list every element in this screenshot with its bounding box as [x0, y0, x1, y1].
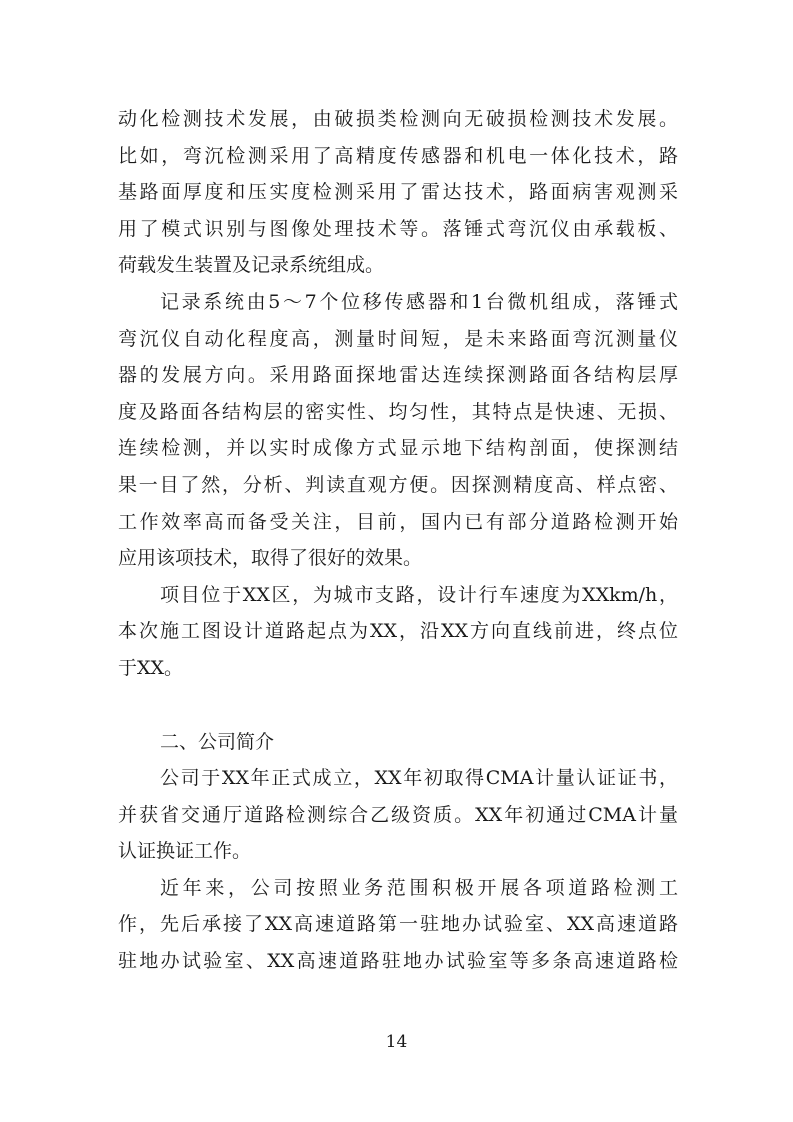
text-line: 果一目了然，分析、判读直观方便。因探测精度高、样点密、 [118, 473, 678, 496]
paragraph-recent-years [118, 870, 678, 980]
paragraph-recording-system [118, 284, 678, 577]
text-line: 认证换证工作。 [118, 840, 252, 863]
text-line: 驻地办试验室、XX高速道路驻地办试验室等多条高速道路检 [118, 950, 678, 973]
paragraph-intro-continued [118, 101, 678, 284]
text-line: 弯沉仪自动化程度高，测量时间短，是未来路面弯沉测量仪 [118, 327, 678, 350]
text-line: 并获省交通厅道路检测综合乙级资质。XX年初通过CMA计量 [118, 803, 678, 826]
text-line: 本次施工图设计道路起点为XX，沿XX方向直线前进，终点位 [118, 620, 678, 643]
paragraph-project-location [118, 577, 678, 687]
body-text [118, 101, 678, 980]
text-line: 公司于XX年正式成立，XX年初取得CMA计量认证证书， [160, 767, 678, 790]
text-line: 动化检测技术发展，由破损类检测向无破损检测技术发展。 [118, 108, 678, 130]
text-line: 作，先后承接了XX高速道路第一驻地办试验室、XX高速道路 [118, 913, 678, 936]
text-line: 连续检测，并以实时成像方式显示地下结构剖面，使探测结 [118, 437, 678, 460]
text-line: 比如，弯沉检测采用了高精度传感器和机电一体化技术，路 [118, 144, 678, 167]
paragraph-company-founding [118, 760, 678, 870]
text-line: 基路面厚度和压实度检测采用了雷达技术，路面病害观测采 [118, 181, 678, 204]
text-line: 工作效率高而备受关注，目前，国内已有部分道路检测开始 [118, 510, 678, 533]
text-line: 度及路面各结构层的密实性、均匀性，其特点是快速、无损、 [118, 400, 678, 423]
text-line: 于XX。 [118, 656, 184, 679]
section-heading-company-profile [118, 724, 678, 761]
text-line: 应用该项技术，取得了很好的效果。 [118, 547, 423, 570]
text-line: 二、公司简介 [160, 730, 275, 753]
page-number: 14 [385, 1032, 408, 1052]
text-line: 器的发展方向。采用路面探地雷达连续探测路面各结构层厚 [118, 364, 678, 387]
paragraph-gap [118, 687, 678, 724]
text-line: 项目位于XX区，为城市支路，设计行车速度为XXkm/h， [160, 583, 678, 606]
text-line: 荷载发生装置及记录系统组成。 [118, 254, 385, 277]
text-line: 记录系统由5～7个位移传感器和1台微机组成，落锤式 [160, 290, 678, 313]
text-line: 用了模式识别与图像处理技术等。落锤式弯沉仪由承载板、 [118, 217, 678, 240]
text-line: 近年来，公司按照业务范围积极开展各项道路检测工 [160, 876, 678, 899]
